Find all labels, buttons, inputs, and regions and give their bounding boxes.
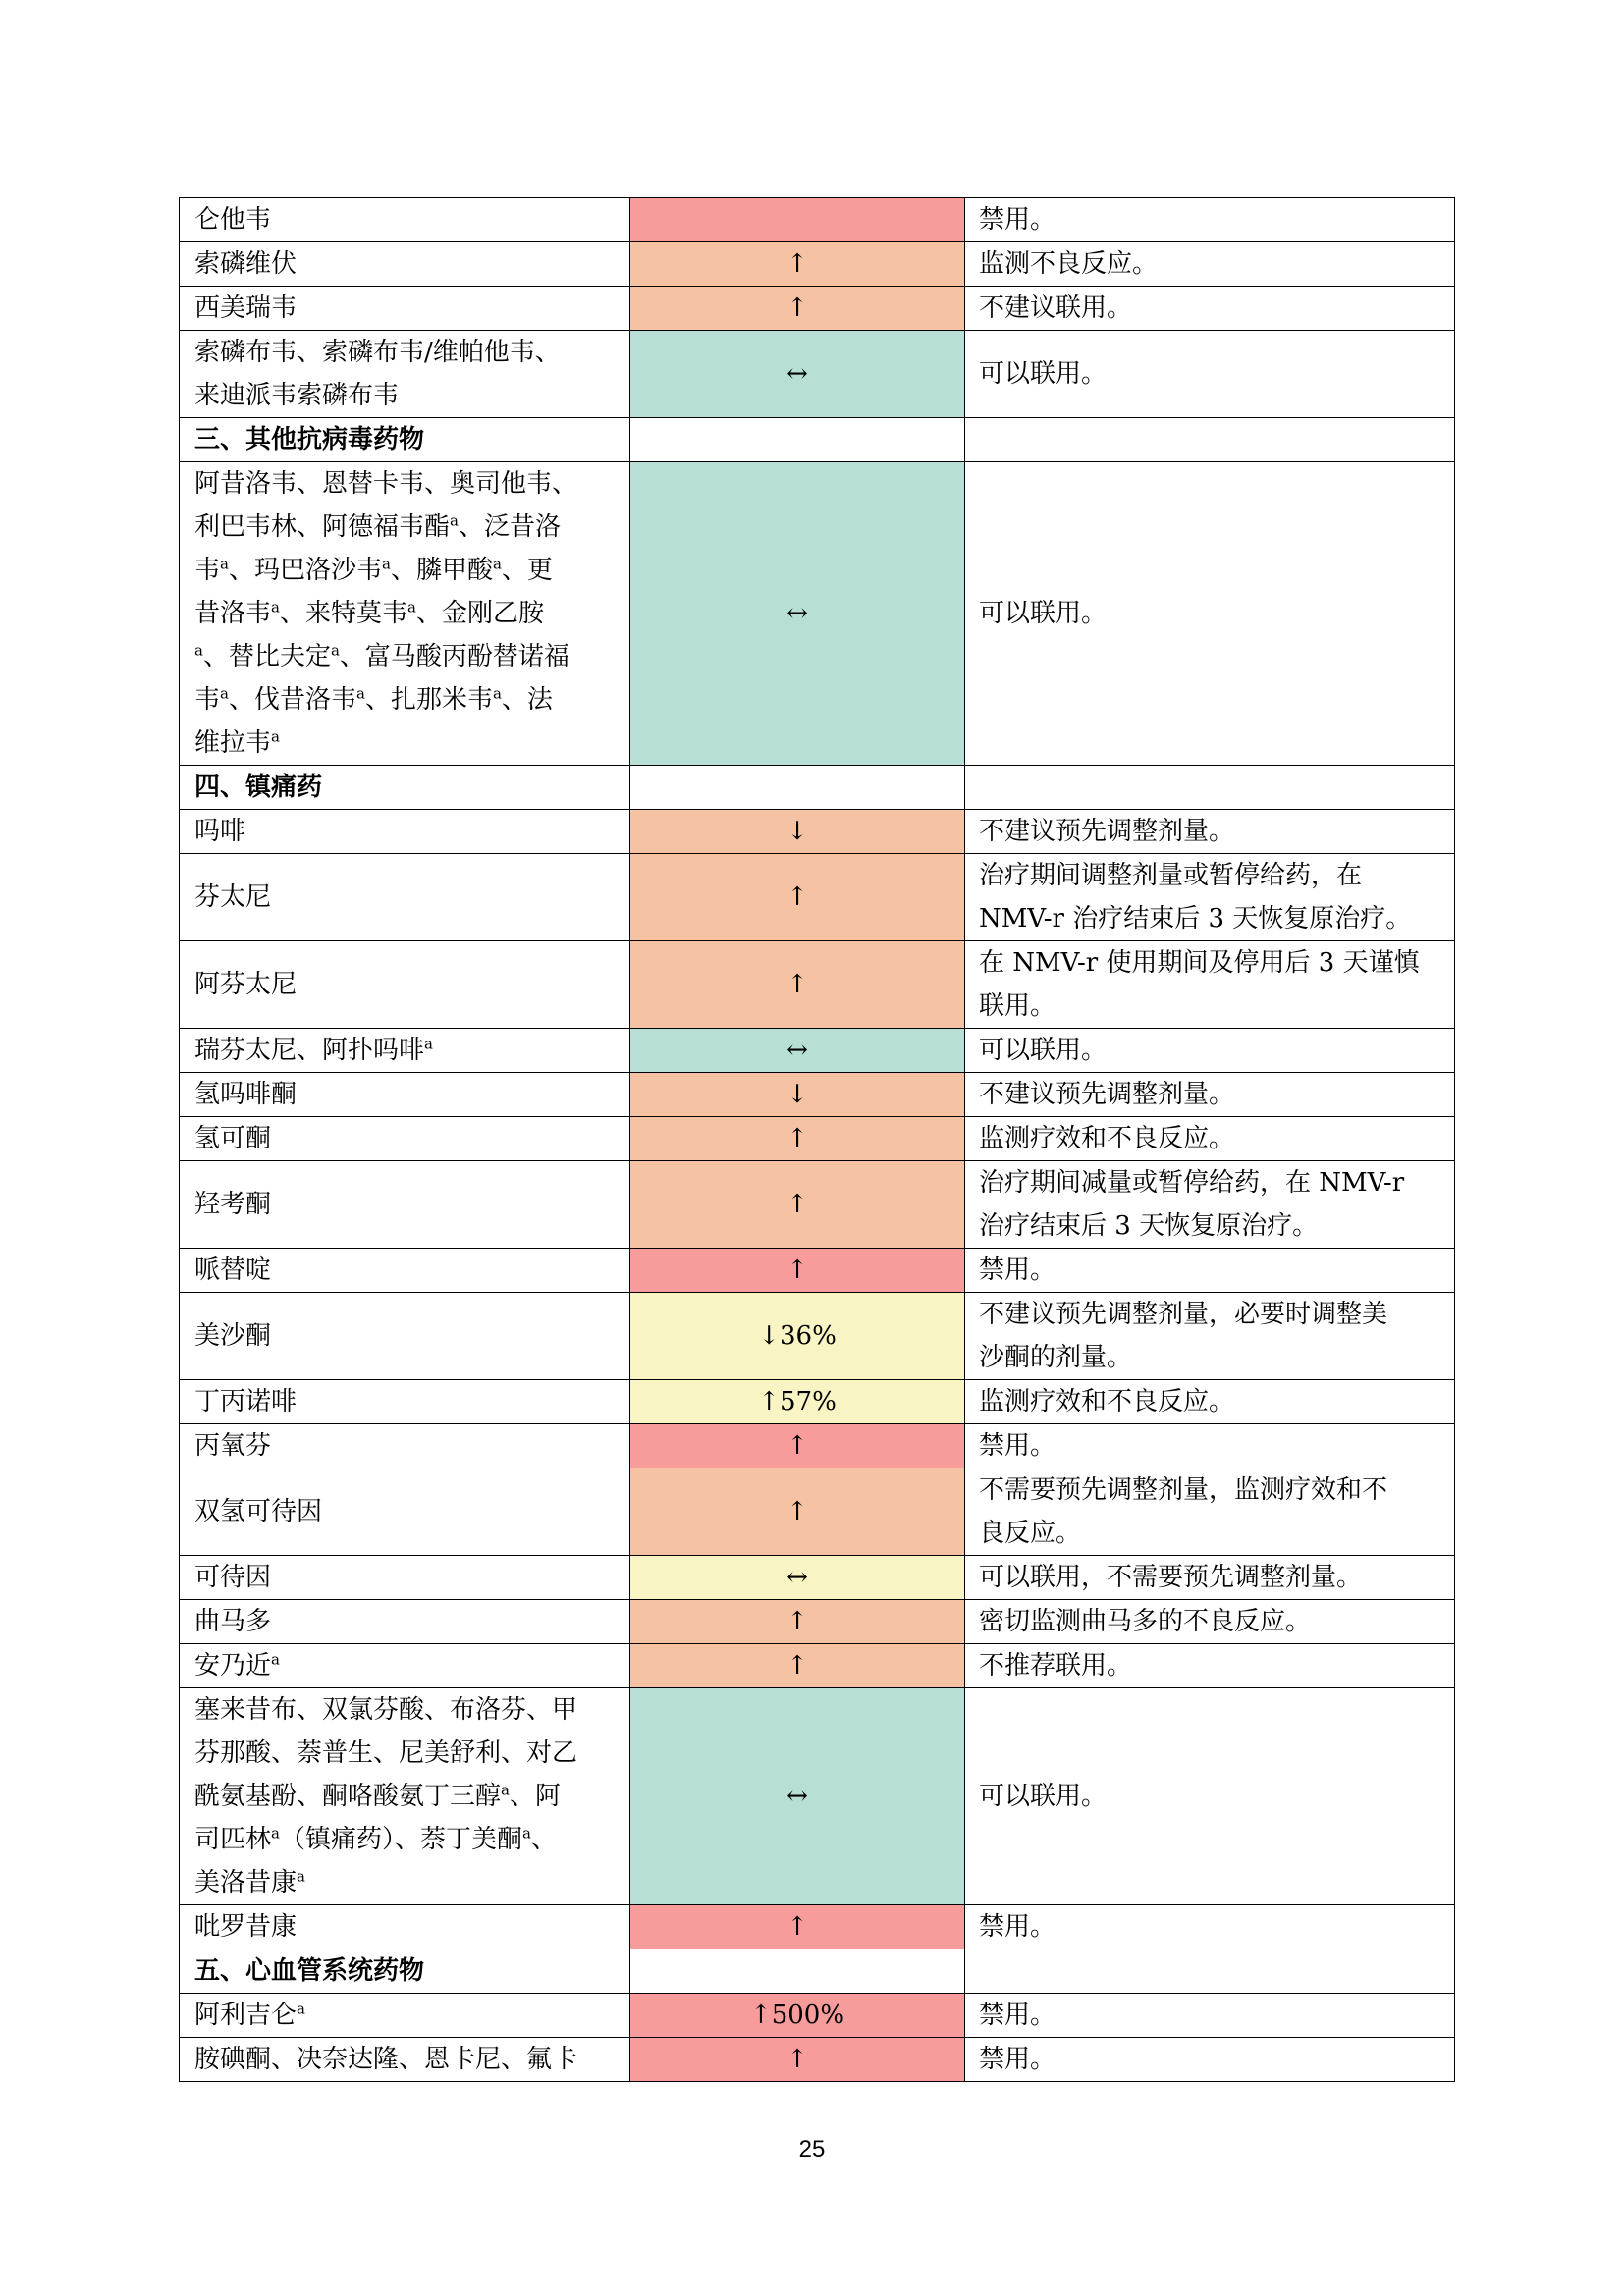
cell-line: 芬那酸、萘普生、尼美舒利、对乙 — [194, 1738, 578, 1768]
drug-name-cell — [180, 1556, 630, 1600]
cell-line: 阿利吉仑$^a$ — [194, 2000, 305, 2030]
section-title-cell — [180, 1949, 630, 1994]
table-row — [180, 1073, 1455, 1117]
cell-line: 利巴韦林、阿德福韦酯$^a$、泛昔洛 — [194, 511, 561, 542]
effect-cell: ↑ — [630, 1468, 965, 1556]
cell-line: 氢吗啡酮 — [194, 1080, 298, 1109]
cell-line: 昔洛韦$^a$、来特莫韦$^a$、金刚乙胺 — [194, 598, 544, 628]
drug-name-cell — [180, 854, 630, 941]
effect-cell — [630, 1949, 965, 1994]
drug-name-cell — [180, 331, 630, 418]
cell-line: 阿昔洛韦、恩替卡韦、奥司他韦、 — [194, 469, 578, 499]
cell-line: 丙氧芬 — [194, 1431, 272, 1461]
drug-name-cell — [180, 462, 630, 766]
recommendation-cell — [965, 2038, 1455, 2082]
recommendation-cell — [965, 1293, 1455, 1380]
cell-line: 来迪派韦索磷布韦 — [194, 381, 400, 410]
cell-line: 不建议预先调整剂量。 — [979, 817, 1235, 846]
table-row — [180, 1117, 1455, 1161]
table-body — [180, 198, 1455, 2082]
cell-line: 不需要预先调整剂量，监测疗效和不 — [979, 1475, 1388, 1505]
cell-line: 监测不良反应。 — [979, 249, 1159, 279]
recommendation-cell — [965, 1688, 1455, 1905]
cell-line: 可以联用。 — [979, 1782, 1108, 1811]
table-row — [180, 1644, 1455, 1688]
cell-line: $^a$、替比夫定$^a$、富马酸丙酚替诺福 — [194, 641, 569, 671]
cell-line: 胺碘酮、决奈达隆、恩卡尼、氟卡 — [194, 2045, 578, 2074]
drug-interaction-table — [179, 197, 1455, 2082]
effect-cell — [630, 418, 965, 462]
cell-line: 禁用。 — [979, 2045, 1056, 2074]
table-row — [180, 331, 1455, 418]
recommendation-cell — [965, 331, 1455, 418]
recommendation-cell — [965, 1644, 1455, 1688]
cell-line: 密切监测曲马多的不良反应。 — [979, 1607, 1312, 1636]
drug-name-cell — [180, 810, 630, 854]
effect-cell: ↔ — [630, 331, 965, 418]
cell-line: 吡罗昔康 — [194, 1912, 298, 1942]
recommendation-cell — [965, 1424, 1455, 1468]
recommendation-cell — [965, 1556, 1455, 1600]
page-number: 25 — [798, 2136, 826, 2163]
cell-line: 四、镇痛药 — [194, 773, 323, 802]
effect-cell: ↓36% — [630, 1293, 965, 1380]
cell-line: 索磷布韦、索磷布韦/维帕他韦、 — [194, 338, 561, 367]
table-row — [180, 198, 1455, 242]
cell-line: 良反应。 — [979, 1519, 1082, 1548]
cell-line: 在 NMV-r 使用期间及停用后 3 天谨慎 — [979, 948, 1420, 978]
table-row — [180, 242, 1455, 287]
recommendation-cell — [965, 1468, 1455, 1556]
recommendation-cell — [965, 1249, 1455, 1293]
table-row — [180, 854, 1455, 941]
cell-line: 不建议预先调整剂量。 — [979, 1080, 1235, 1109]
drug-name-cell — [180, 1994, 630, 2038]
table-row — [180, 1600, 1455, 1644]
effect-cell — [630, 766, 965, 810]
cell-line: 可以联用。 — [979, 359, 1108, 389]
effect-cell: ↔ — [630, 1556, 965, 1600]
recommendation-cell — [965, 1380, 1455, 1424]
table-row — [180, 1293, 1455, 1380]
table-row — [180, 1905, 1455, 1949]
cell-line: 索磷维伏 — [194, 249, 298, 279]
drug-name-cell — [180, 287, 630, 331]
recommendation-cell — [965, 1905, 1455, 1949]
recommendation-cell — [965, 287, 1455, 331]
table-row — [180, 1161, 1455, 1249]
cell-line: 哌替啶 — [194, 1255, 272, 1285]
cell-line: 司匹林$^a$（镇痛药）、萘丁美酮$^a$、 — [194, 1824, 557, 1854]
drug-name-cell — [180, 1073, 630, 1117]
cell-line: 西美瑞韦 — [194, 294, 298, 323]
cell-line: 可待因 — [194, 1563, 272, 1592]
recommendation-cell — [965, 810, 1455, 854]
effect-cell: ↑ — [630, 1161, 965, 1249]
cell-line: 美洛昔康$^a$ — [194, 1867, 305, 1897]
effect-cell: ↔ — [630, 462, 965, 766]
effect-cell: ↓ — [630, 810, 965, 854]
cell-line: 不建议预先调整剂量，必要时调整美 — [979, 1300, 1388, 1329]
recommendation-cell — [965, 1949, 1455, 1994]
cell-line: 治疗结束后 3 天恢复原治疗。 — [979, 1211, 1319, 1241]
table-row — [180, 1029, 1455, 1073]
cell-line: 氢可酮 — [194, 1124, 272, 1153]
recommendation-cell — [965, 242, 1455, 287]
effect-cell: ↑ — [630, 287, 965, 331]
recommendation-cell — [965, 1994, 1455, 2038]
table-row — [180, 1468, 1455, 1556]
cell-line: 曲马多 — [194, 1607, 272, 1636]
table-row — [180, 2038, 1455, 2082]
table-row — [180, 1380, 1455, 1424]
effect-cell: ↑ — [630, 854, 965, 941]
effect-cell: ↑ — [630, 1249, 965, 1293]
cell-line: 丁丙诺啡 — [194, 1387, 298, 1416]
table-row — [180, 1688, 1455, 1905]
table-row — [180, 287, 1455, 331]
effect-cell: ↑ — [630, 242, 965, 287]
cell-line: 酰氨基酚、酮咯酸氨丁三醇$^a$、阿 — [194, 1781, 561, 1811]
drug-name-cell — [180, 1600, 630, 1644]
recommendation-cell — [965, 1117, 1455, 1161]
recommendation-cell — [965, 198, 1455, 242]
drug-name-cell — [180, 1468, 630, 1556]
effect-cell: ↔ — [630, 1029, 965, 1073]
effect-cell: ↑ — [630, 2038, 965, 2082]
cell-line: NMV-r 治疗结束后 3 天恢复原治疗。 — [979, 904, 1412, 934]
drug-name-cell — [180, 1249, 630, 1293]
drug-name-cell — [180, 941, 630, 1029]
drug-name-cell — [180, 1380, 630, 1424]
cell-line: 禁用。 — [979, 2001, 1056, 2030]
drug-name-cell — [180, 1161, 630, 1249]
drug-name-cell — [180, 2038, 630, 2082]
cell-line: 芬太尼 — [194, 882, 272, 912]
cell-line: 五、心血管系统药物 — [194, 1956, 425, 1986]
cell-line: 维拉韦$^a$ — [194, 727, 280, 758]
effect-cell: ↑ — [630, 1600, 965, 1644]
cell-line: 韦$^a$、伐昔洛韦$^a$、扎那米韦$^a$、法 — [194, 684, 553, 715]
recommendation-cell — [965, 1073, 1455, 1117]
cell-line: 双氢可待因 — [194, 1497, 323, 1526]
effect-cell: ↑57% — [630, 1380, 965, 1424]
table-row — [180, 462, 1455, 766]
cell-line: 韦$^a$、玛巴洛沙韦$^a$、膦甲酸$^a$、更 — [194, 555, 553, 585]
drug-name-cell — [180, 1029, 630, 1073]
section-title-cell — [180, 418, 630, 462]
cell-line: 治疗期间减量或暂停给药，在 NMV-r — [979, 1168, 1405, 1198]
cell-line: 沙酮的剂量。 — [979, 1343, 1133, 1372]
effect-cell: ↑ — [630, 941, 965, 1029]
cell-line: 吗啡 — [194, 817, 246, 846]
recommendation-cell — [965, 766, 1455, 810]
recommendation-cell — [965, 1161, 1455, 1249]
cell-line: 监测疗效和不良反应。 — [979, 1124, 1235, 1153]
cell-line: 仑他韦 — [194, 205, 272, 235]
cell-line: 监测疗效和不良反应。 — [979, 1387, 1235, 1416]
table-row — [180, 1249, 1455, 1293]
drug-name-cell — [180, 1424, 630, 1468]
effect-cell: ↑500% — [630, 1994, 965, 2038]
cell-line: 美沙酮 — [194, 1321, 272, 1351]
table-row — [180, 810, 1455, 854]
cell-line: 不建议联用。 — [979, 294, 1133, 323]
table-row — [180, 1424, 1455, 1468]
cell-line: 瑞芬太尼、阿扑吗啡$^a$ — [194, 1035, 433, 1065]
cell-line: 可以联用。 — [979, 599, 1108, 628]
effect-cell: ↔ — [630, 1688, 965, 1905]
recommendation-cell — [965, 462, 1455, 766]
cell-line: 禁用。 — [979, 1912, 1056, 1942]
drug-name-cell — [180, 1688, 630, 1905]
drug-name-cell — [180, 1293, 630, 1380]
drug-name-cell — [180, 1117, 630, 1161]
drug-name-cell — [180, 198, 630, 242]
effect-cell: ↑ — [630, 1644, 965, 1688]
effect-cell: ↑ — [630, 1905, 965, 1949]
cell-line: 治疗期间调整剂量或暂停给药，在 — [979, 861, 1363, 890]
cell-line: 阿芬太尼 — [194, 970, 298, 999]
cell-line: 可以联用，不需要预先调整剂量。 — [979, 1563, 1363, 1592]
drug-name-cell — [180, 242, 630, 287]
recommendation-cell — [965, 854, 1455, 941]
recommendation-cell — [965, 418, 1455, 462]
table-row — [180, 1994, 1455, 2038]
cell-line: 禁用。 — [979, 1431, 1056, 1461]
cell-line: 羟考酮 — [194, 1190, 272, 1219]
effect-cell: ↑ — [630, 1117, 965, 1161]
cell-line: 塞来昔布、双氯芬酸、布洛芬、甲 — [194, 1695, 578, 1725]
cell-line: 禁用。 — [979, 1255, 1056, 1285]
drug-name-cell — [180, 1644, 630, 1688]
section-header-row — [180, 418, 1455, 462]
cell-line: 不推荐联用。 — [979, 1651, 1133, 1681]
table-row — [180, 941, 1455, 1029]
cell-line: 禁用。 — [979, 205, 1056, 235]
recommendation-cell — [965, 941, 1455, 1029]
recommendation-cell — [965, 1600, 1455, 1644]
section-title-cell — [180, 766, 630, 810]
section-header-row — [180, 766, 1455, 810]
section-header-row — [180, 1949, 1455, 1994]
effect-cell: ↑ — [630, 1424, 965, 1468]
cell-line: 联用。 — [979, 991, 1056, 1021]
cell-line: 可以联用。 — [979, 1036, 1108, 1065]
cell-line: 三、其他抗病毒药物 — [194, 425, 425, 454]
drug-name-cell — [180, 1905, 630, 1949]
effect-cell: ↓ — [630, 1073, 965, 1117]
recommendation-cell — [965, 1029, 1455, 1073]
table-row — [180, 1556, 1455, 1600]
cell-line: 安乃近$^a$ — [194, 1650, 280, 1681]
effect-cell — [630, 198, 965, 242]
